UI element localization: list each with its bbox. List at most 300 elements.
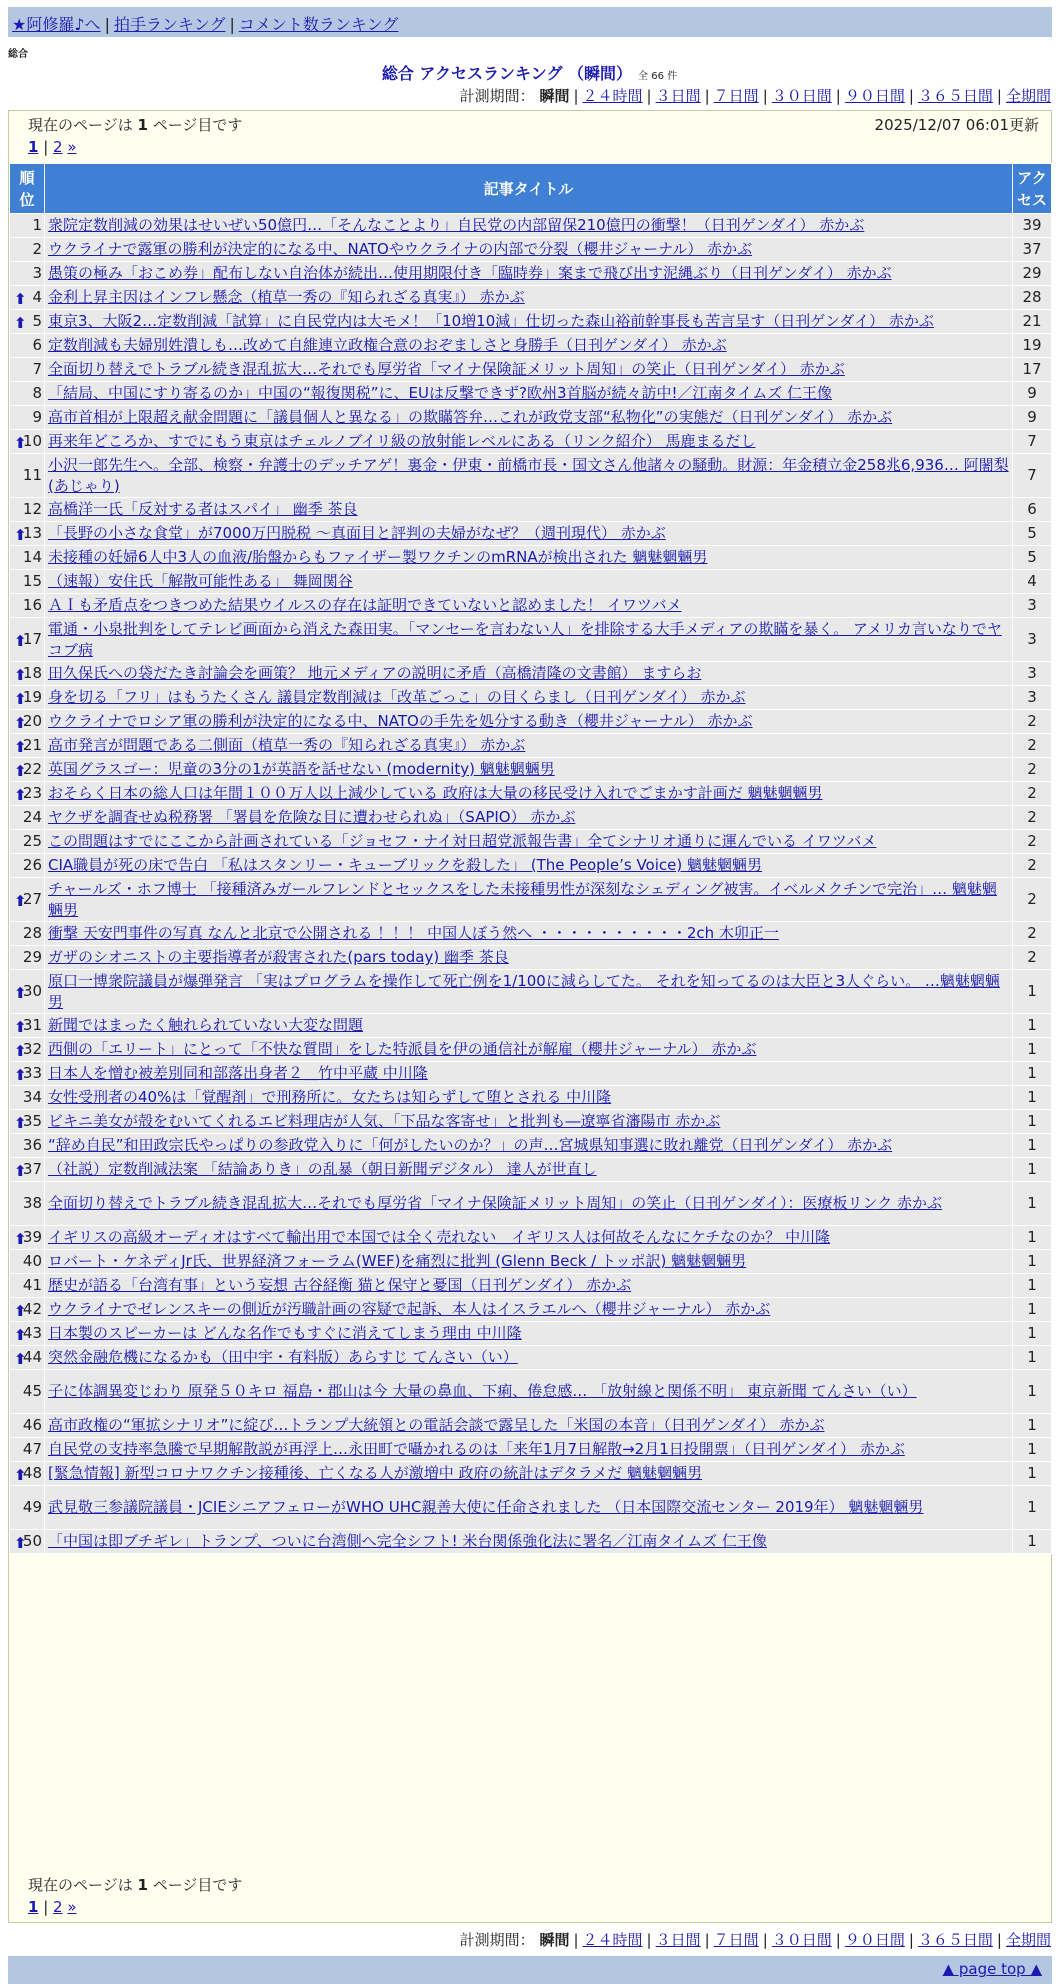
access-count: 1 (1013, 1370, 1052, 1414)
table-row (10, 1370, 1052, 1414)
table-row (10, 406, 1052, 430)
table-row (10, 214, 1052, 238)
rank-cell (10, 922, 45, 946)
rank-number: 28 (22, 924, 42, 942)
rank-number: 24 (22, 808, 42, 826)
header-title: 記事タイトル (45, 164, 1013, 214)
rank-number: 3 (32, 264, 42, 282)
pager-page-1[interactable]: 1 (28, 1898, 39, 1916)
article-link[interactable]: [緊急情報] 新型コロナワクチン接種後、亡くなる人が激増中 政府の統計はデタラメだ 魑魅魍魎男 (48, 1464, 703, 1482)
rank-cell (10, 662, 45, 686)
article-link[interactable]: 田久保氏への袋だたき討論会を画策？ 地元メディアの説明に矛盾（高橋清隆の文書館） ますらお (48, 664, 702, 682)
access-count: 2 (1013, 758, 1052, 782)
access-count: 21 (1013, 310, 1052, 334)
article-link[interactable]: 全面切り替えでトラブル続き混乱拡大…それでも厚労省「マイナ保険証メリット周知」の笑止（日刊ゲンダイ）：医療板リンク 赤かぶ (48, 1194, 942, 1212)
table-row (10, 618, 1052, 662)
pager-top: 1 | 2 » (28, 138, 77, 156)
article-link[interactable]: 「結局、中国にすり寄るのか」中国の“報復関税”に、EUは反撃できず?欧州3首脳が続々訪中!／江南タイムズ 仁王像 (48, 384, 832, 402)
article-link[interactable]: 小沢一郎先生へ。全部、検察・弁護士のデッチアゲ！裏金・伊東・前橋市長・国文さん他諸々の騒動。財源：年金積立金258兆6,936… 阿闍梨(あじゃり) (48, 455, 1009, 495)
article-link[interactable]: 高市政権の“軍拡シナリオ”に綻び…トランプ大統領との電話会談で露呈した「米国の本音」（日刊ゲンダイ） 赤かぶ (48, 1416, 825, 1434)
rank-number: 13 (22, 524, 42, 542)
page-title-text: 総合 アクセスランキング （瞬間） (381, 64, 633, 83)
pager-page-1[interactable]: 1 (28, 138, 39, 156)
article-link[interactable]: 高市首相が上限超え献金問題に「議員個人と異なる」の欺瞞答弁…これが政党支部“私物化”の実態だ（日刊ゲンダイ） 赤かぶ (48, 408, 893, 426)
access-count: 5 (1013, 546, 1052, 570)
article-link[interactable]: 自民党の支持率急騰で早期解散説が再浮上…永田町で囁かれるのは「来年1月7日解散→2月1日投開票」（日刊ゲンダイ） 赤かぶ (48, 1440, 905, 1458)
rank-up-arrow-icon: ⬆ (14, 665, 27, 684)
rank-number: 19 (22, 688, 42, 706)
rank-cell (10, 1370, 45, 1414)
rank-number: 49 (22, 1498, 42, 1516)
table-row (10, 546, 1052, 570)
article-link[interactable]: ＡＩも矛盾点をつきつめた結果ウイルスの存在は証明できていないと認めました！ イワツバメ (48, 596, 682, 614)
rank-cell (10, 522, 45, 546)
table-row (10, 1414, 1052, 1438)
title-cell (45, 734, 1013, 758)
article-link[interactable]: 新聞ではまったく触れられていない大変な問題 (48, 1016, 364, 1034)
article-link[interactable]: 身を切る「フリ」はもうたくさん 議員定数削減は「改革ごっこ」の目くらまし（日刊ゲンダイ） 赤かぶ (48, 688, 746, 706)
table-row (10, 310, 1052, 334)
page-info-top: 現在のページは 1 ページ目です (28, 116, 243, 134)
article-link[interactable]: 東京3、大阪2…定数削減「試算」に自民党内は大モメ！「10増10減」仕切った森山裕前幹事長も苦言呈す（日刊ゲンダイ） 赤かぶ (48, 312, 934, 330)
article-link[interactable]: ウクライナでゼレンスキーの側近が汚職計画の容疑で起訴、本人はイスラエルへ（櫻井ジャーナル） 赤かぶ (48, 1300, 771, 1318)
article-link[interactable]: 西側の「エリート」にとって「不快な質問」をした特派員を伊の通信社が解雇（櫻井ジャーナル） 赤かぶ (48, 1040, 757, 1058)
table-row (10, 1158, 1052, 1182)
access-count: 6 (1013, 498, 1052, 522)
table-row (10, 262, 1052, 286)
article-link[interactable]: 全面切り替えでトラブル続き混乱拡大…それでも厚労省「マイナ保険証メリット周知」の笑止（日刊ゲンダイ） 赤かぶ (48, 360, 845, 378)
access-count: 3 (1013, 594, 1052, 618)
updated-timestamp: 2025/12/07 06:01更新 (874, 116, 1039, 134)
article-link[interactable]: ガザのシオニストの主要指導者が殺害された(pars today) 幽季 茶良 (48, 948, 509, 966)
title-cell (45, 686, 1013, 710)
article-link[interactable]: ビキニ美女が殻をむいてくれるエビ料理店が人気、「下品な客寄せ」と批判も―遼寧省瀋陽市 赤かぶ (48, 1112, 721, 1130)
ranking-panel (8, 110, 1052, 1923)
access-count: 39 (1013, 214, 1052, 238)
access-count: 1 (1013, 1274, 1052, 1298)
rank-cell (10, 878, 45, 922)
title-cell (45, 1346, 1013, 1370)
access-count: 1 (1013, 1062, 1052, 1086)
item-count: 全 66 件 (638, 71, 678, 82)
access-count: 3 (1013, 618, 1052, 662)
access-count: 1 (1013, 1038, 1052, 1062)
article-link[interactable]: 定数削減も夫婦別姓潰しも…改めて自維連立政権合意のおぞましさと身勝手（日刊ゲンダイ） 赤かぶ (48, 336, 727, 354)
rank-number: 22 (22, 760, 42, 778)
access-count: 1 (1013, 1486, 1052, 1530)
rank-cell (10, 1414, 45, 1438)
period-option-7d[interactable]: ７日間 (713, 87, 759, 105)
period-option-all[interactable]: 全期間 (1005, 87, 1051, 105)
access-count: 1 (1013, 1226, 1052, 1250)
rank-number: 35 (22, 1112, 42, 1130)
period-option-365d[interactable]: ３６５日間 (917, 87, 993, 105)
article-link[interactable]: 英国グラスゴー：児童の3分の1が英語を話せない (modernity) 魑魅魍魎男 (48, 760, 555, 778)
applause-ranking-link[interactable]: 拍手ランキング (113, 15, 226, 34)
article-link[interactable]: “辞め自民”和田政宗氏やっぱりの参政党入りに「何がしたいのか？」の声…宮城県知事選に敗れ離党（日刊ゲンダイ） 赤かぶ (48, 1136, 893, 1154)
period-option-24h[interactable]: ２４時間 (582, 87, 643, 105)
article-link[interactable]: ロバート・ケネディJr氏、世界経済フォーラム(WEF)を痛烈に批判 (Glenn Beck / トッポ訳) 魑魅魍魎男 (48, 1252, 747, 1270)
rank-up-arrow-icon: ⬆ (14, 1229, 27, 1248)
article-link[interactable]: （速報）安住氏「解散可能性ある」 舞岡関谷 (48, 572, 353, 590)
title-cell (45, 238, 1013, 262)
title-cell (45, 1226, 1013, 1250)
rank-up-arrow-icon: ⬆ (14, 1465, 27, 1484)
table-row (10, 286, 1052, 310)
rank-cell (10, 1274, 45, 1298)
rank-cell (10, 710, 45, 734)
rank-number: 4 (32, 288, 42, 306)
access-count: 1 (1013, 1086, 1052, 1110)
rank-number: 21 (22, 736, 42, 754)
top-nav-bar (8, 7, 1052, 37)
access-count: 2 (1013, 878, 1052, 922)
table-row (10, 922, 1052, 946)
rank-number: 8 (32, 384, 42, 402)
article-link[interactable]: イギリスの高級オーディオはすべて輸出用で本国では全く売れない＿イギリス人は何故そんなにケチなのか？ 中川隆 (48, 1228, 831, 1246)
access-count: 7 (1013, 430, 1052, 454)
access-count: 1 (1013, 1346, 1052, 1370)
rank-up-arrow-icon: ⬆ (14, 1065, 27, 1084)
rank-number: 6 (32, 336, 42, 354)
title-cell (45, 830, 1013, 854)
table-row (10, 686, 1052, 710)
title-cell (45, 922, 1013, 946)
rank-cell (10, 1226, 45, 1250)
rank-cell (10, 214, 45, 238)
rank-cell (10, 382, 45, 406)
rank-number: 38 (22, 1194, 42, 1212)
rank-cell (10, 262, 45, 286)
table-row (10, 1250, 1052, 1274)
title-cell (45, 286, 1013, 310)
table-row (10, 1530, 1052, 1554)
article-link[interactable]: 再来年どころか、すでにもう東京はチェルノブイリ級の放射能レベルにある（リンク紹介） 馬鹿まるだし (48, 432, 756, 450)
rank-cell (10, 618, 45, 662)
rank-up-arrow-icon: ⬆ (14, 737, 27, 756)
rank-cell (10, 686, 45, 710)
rank-number: 31 (22, 1016, 42, 1034)
access-count: 9 (1013, 382, 1052, 406)
table-row (10, 1322, 1052, 1346)
rank-up-arrow-icon: ⬆ (14, 785, 27, 804)
rank-up-arrow-icon: ⬆ (14, 289, 27, 308)
article-link[interactable]: 高市発言が問題である二側面（植草一秀の『知られざる真実』） 赤かぶ (48, 736, 526, 754)
article-link[interactable]: 日本人を憎む被差別同和部落出身者２＿竹中平蔵 中川隆 (48, 1064, 428, 1082)
title-cell (45, 522, 1013, 546)
rank-number: 12 (22, 500, 42, 518)
title-cell (45, 310, 1013, 334)
period-option-7d[interactable]: ７日間 (713, 1931, 759, 1949)
ashura-home-link[interactable]: ★阿修羅♪へ (12, 15, 101, 34)
table-row (10, 1014, 1052, 1038)
access-count: 1 (1013, 1438, 1052, 1462)
rank-number: 47 (22, 1440, 42, 1458)
access-count: 2 (1013, 782, 1052, 806)
table-row (10, 570, 1052, 594)
rank-number: 39 (22, 1228, 42, 1246)
rank-number: 25 (22, 832, 42, 850)
article-link[interactable]: 「長野の小さな食堂」が7000万円脱税 ～真面目と評判の夫婦がなぜ？（週刊現代） 赤かぶ (48, 524, 666, 542)
rank-number: 18 (22, 664, 42, 682)
period-option-all[interactable]: 全期間 (1005, 1931, 1051, 1949)
pager-page-2[interactable]: 2 (53, 138, 63, 156)
access-count: 2 (1013, 922, 1052, 946)
title-cell (45, 662, 1013, 686)
article-link[interactable]: ヤクザを調査せぬ税務署 「署員を危険な目に遭わせられぬ」（SAPIO） 赤かぶ (48, 808, 576, 826)
table-row (10, 946, 1052, 970)
rank-number: 15 (22, 572, 42, 590)
table-row (10, 734, 1052, 758)
table-row (10, 782, 1052, 806)
table-row (10, 498, 1052, 522)
table-row (10, 970, 1052, 1014)
article-link[interactable]: 高橋洋一氏「反対する者はスパイ」 幽季 茶良 (48, 500, 358, 518)
rank-number: 20 (22, 712, 42, 730)
table-row (10, 854, 1052, 878)
article-link[interactable]: 子に体調異変じわり 原発５０キロ 福島・郡山は今 大量の鼻血、下痢、倦怠感… 「放射線と関係不明」 東京新聞 てんさい（い） (48, 1382, 917, 1400)
period-option-3d[interactable]: ３日間 (655, 87, 701, 105)
ranking-table-body (10, 214, 1052, 1554)
article-link[interactable]: 未接種の妊婦6人中3人の血液/胎盤からもファイザー製ワクチンのmRNAが検出された 魑魅魍魎男 (48, 548, 708, 566)
title-cell (45, 854, 1013, 878)
rank-up-arrow-icon: ⬆ (14, 1017, 27, 1036)
access-count: 2 (1013, 734, 1052, 758)
rank-up-arrow-icon: ⬆ (14, 983, 27, 1002)
title-cell (45, 1014, 1013, 1038)
rank-cell (10, 1110, 45, 1134)
period-option-30d[interactable]: ３０日間 (771, 1931, 832, 1949)
rank-number: 41 (22, 1276, 42, 1294)
access-count: 1 (1013, 1414, 1052, 1438)
rank-cell (10, 1062, 45, 1086)
table-row (10, 1134, 1052, 1158)
article-link[interactable]: チャールズ・ホフ博士 「接種済みガールフレンドとセックスをした未接種男性が深刻なシェディング被害。イベルメクチンで完治」… 魑魅魍魎男 (48, 879, 997, 919)
article-link[interactable]: 武見敬三参議院議員・JCIEシニアフェローがWHO UHC親善大使に任命されました （日本国際交流センター 2019年） 魑魅魍魎男 (48, 1498, 924, 1516)
rank-cell (10, 1486, 45, 1530)
title-cell (45, 782, 1013, 806)
rank-cell (10, 854, 45, 878)
rank-up-arrow-icon: ⬆ (14, 433, 27, 452)
table-row (10, 1346, 1052, 1370)
access-count: 17 (1013, 358, 1052, 382)
rank-up-arrow-icon: ⬆ (14, 1349, 27, 1368)
ranking-table (9, 163, 1052, 1554)
access-count: 1 (1013, 1250, 1052, 1274)
rank-cell (10, 1250, 45, 1274)
header-access: アクセス (1013, 164, 1052, 214)
table-row (10, 238, 1052, 262)
title-cell (45, 1158, 1013, 1182)
period-option-30d[interactable]: ３０日間 (771, 87, 832, 105)
rank-number: 11 (22, 466, 42, 484)
rank-cell (10, 1086, 45, 1110)
title-cell (45, 454, 1013, 498)
table-row (10, 1182, 1052, 1226)
rank-number: 34 (22, 1088, 42, 1106)
rank-up-arrow-icon: ⬆ (14, 689, 27, 708)
rank-cell (10, 830, 45, 854)
period-option-365d[interactable]: ３６５日間 (917, 1931, 993, 1949)
rank-number: 48 (22, 1464, 42, 1482)
pager-next-arrow[interactable]: » (67, 1898, 77, 1916)
header-rank: 順位 (10, 164, 45, 214)
access-count: 3 (1013, 662, 1052, 686)
article-link[interactable]: 「中国は即ブチギレ」トランプ、ついに台湾側へ完全シフト! 米台関係強化法に署名／江南タイムズ 仁王像 (48, 1532, 767, 1550)
article-link[interactable]: ウクライナで露軍の勝利が決定的になる中、NATOやウクライナの内部で分裂（櫻井ジャーナル） 赤かぶ (48, 240, 753, 258)
period-current: 瞬間 (539, 1931, 570, 1949)
rank-cell (10, 334, 45, 358)
rank-up-arrow-icon: ⬆ (14, 313, 27, 332)
access-count: 2 (1013, 830, 1052, 854)
page-top-link[interactable]: ▲ page top ▲ (942, 1960, 1042, 1978)
access-count: 1 (1013, 1158, 1052, 1182)
table-row (10, 758, 1052, 782)
period-option-90d[interactable]: ９０日間 (844, 1931, 905, 1949)
rank-cell (10, 570, 45, 594)
access-count: 3 (1013, 686, 1052, 710)
period-selector-top: 計測期間： 瞬間 | ２４時間 | ３日間 | ７日間 | ３０日間 | ９０日間 | ３６５日間 | 全期間 (459, 87, 1051, 105)
article-link[interactable]: 歴史が語る「台湾有事」という妄想 古谷経衡 猫と保守と憂国（日刊ゲンダイ） 赤かぶ (48, 1276, 632, 1294)
period-option-24h[interactable]: ２４時間 (582, 1931, 643, 1949)
table-row (10, 334, 1052, 358)
rank-number: 29 (22, 948, 42, 966)
rank-cell (10, 286, 45, 310)
comment-ranking-link[interactable]: コメント数ランキング (238, 15, 399, 34)
rank-cell (10, 758, 45, 782)
rank-number: 14 (22, 548, 42, 566)
rank-cell (10, 1158, 45, 1182)
pager-page-2[interactable]: 2 (53, 1898, 63, 1916)
title-cell (45, 878, 1013, 922)
table-row (10, 430, 1052, 454)
title-cell (45, 498, 1013, 522)
title-cell (45, 358, 1013, 382)
title-cell (45, 214, 1013, 238)
article-link[interactable]: 金利上昇主因はインフレ懸念（植草一秀の『知られざる真実』） 赤かぶ (48, 288, 525, 306)
title-cell (45, 618, 1013, 662)
page-title (0, 61, 1059, 84)
rank-up-arrow-icon: ⬆ (14, 713, 27, 732)
article-link[interactable]: 原口一博衆院議員が爆弾発言 「実はプログラムを操作して死亡例を1/100に減らしてた。 それを知ってるのは大臣と3人ぐらい。 …魑魅魍魎男 (48, 971, 1000, 1011)
rank-number: 5 (32, 312, 42, 330)
rank-number: 23 (22, 784, 42, 802)
table-row (10, 1438, 1052, 1462)
title-cell (45, 1086, 1013, 1110)
rank-number: 37 (22, 1160, 42, 1178)
title-cell (45, 710, 1013, 734)
table-row (10, 662, 1052, 686)
access-count: 7 (1013, 454, 1052, 498)
article-link[interactable]: 愚策の極み「おこめ券」配布しない自治体が続出…使用期限付き「臨時券」案まで飛び出す泥縄ぶり（日刊ゲンダイ） 赤かぶ (48, 264, 892, 282)
period-current: 瞬間 (539, 87, 570, 105)
rank-number: 36 (22, 1136, 42, 1154)
rank-cell (10, 454, 45, 498)
rank-up-arrow-icon: ⬆ (14, 1533, 27, 1552)
period-selector-bottom: 計測期間： 瞬間 | ２４時間 | ３日間 | ７日間 | ３０日間 | ９０日間 | ３６５日間 | 全期間 (459, 1931, 1051, 1949)
rank-cell (10, 310, 45, 334)
rank-number: 10 (22, 432, 42, 450)
period-option-90d[interactable]: ９０日間 (844, 87, 905, 105)
title-cell (45, 406, 1013, 430)
rank-number: 50 (22, 1532, 42, 1550)
title-cell (45, 1110, 1013, 1134)
rank-number: 45 (22, 1382, 42, 1400)
article-link[interactable]: 衝撃 天安門事件の写真 なんと北京で公開される ！！！ 中国人ぼう然へ ・・・・・・・・・・2ch 木卯正一 (48, 924, 779, 942)
rank-cell (10, 594, 45, 618)
title-cell (45, 430, 1013, 454)
rank-number: 9 (32, 408, 42, 426)
table-row (10, 1062, 1052, 1086)
access-count: 1 (1013, 1530, 1052, 1554)
access-count: 28 (1013, 286, 1052, 310)
title-cell (45, 382, 1013, 406)
title-cell (45, 1322, 1013, 1346)
article-link[interactable]: CIA職員が死の床で告白 「私はスタンリー・キューブリックを殺した」 (The People’s Voice) 魑魅魍魎男 (48, 856, 762, 874)
rank-cell (10, 782, 45, 806)
article-link[interactable]: （社説）定数削減法案 「結論ありき」の乱暴（朝日新聞デジタル） 達人が世直し (48, 1160, 597, 1178)
article-link[interactable]: 衆院定数削減の効果はせいぜい50億円…「そんなことより」自民党の内部留保210億円の衝撃！（日刊ゲンダイ） 赤かぶ (48, 216, 865, 234)
rank-cell (10, 1134, 45, 1158)
title-cell (45, 758, 1013, 782)
rank-number: 33 (22, 1064, 42, 1082)
rank-up-arrow-icon: ⬆ (14, 631, 27, 650)
access-count: 2 (1013, 710, 1052, 734)
title-cell (45, 946, 1013, 970)
title-cell (45, 1274, 1013, 1298)
table-row (10, 594, 1052, 618)
rank-cell (10, 946, 45, 970)
article-link[interactable]: 突然金融危機になるかも（田中宇・有料版）あらすじ てんさい（い） (48, 1348, 518, 1366)
period-label: 計測期間： (459, 87, 535, 105)
table-row (10, 522, 1052, 546)
period-option-3d[interactable]: ３日間 (655, 1931, 701, 1949)
rank-cell (10, 970, 45, 1014)
rank-number: 1 (32, 216, 42, 234)
article-link[interactable]: 日本製のスピーカーは どんな名作でもすぐに消えてしまう理由 中川隆 (48, 1324, 522, 1342)
title-cell (45, 1038, 1013, 1062)
rank-up-arrow-icon: ⬆ (14, 525, 27, 544)
title-cell (45, 1530, 1013, 1554)
access-count: 1 (1013, 970, 1052, 1014)
rank-number: 42 (22, 1300, 42, 1318)
title-cell (45, 1298, 1013, 1322)
rank-number: 2 (32, 240, 42, 258)
table-row (10, 358, 1052, 382)
title-cell (45, 970, 1013, 1014)
rank-cell (10, 1038, 45, 1062)
period-label: 計測期間： (459, 1931, 535, 1949)
article-link[interactable]: ウクライナでロシア軍の勝利が決定的になる中、NATOの手先を処分する動き（櫻井ジャーナル） 赤かぶ (48, 712, 753, 730)
title-cell (45, 1370, 1013, 1414)
table-row (10, 710, 1052, 734)
article-link[interactable]: 女性受刑者の40%は「覚醒剤」で刑務所に。女たちは知らずして堕とされる 中川隆 (48, 1088, 612, 1106)
title-cell (45, 1438, 1013, 1462)
table-row (10, 806, 1052, 830)
access-count: 19 (1013, 334, 1052, 358)
article-link[interactable]: 電通・小泉批判をしてテレビ画面から消えた森田実。「マンセーを言わない人」を排除する大手メディアの欺瞞を暴く。 アメリカ言いなりでヤコブ病 (48, 619, 1002, 659)
access-count: 1 (1013, 1462, 1052, 1486)
table-row (10, 1298, 1052, 1322)
article-link[interactable]: おそらく日本の総人口は年間１００万人以上減少している 政府は大量の移民受け入れでごまかす計画だ 魑魅魍魎男 (48, 784, 823, 802)
rank-cell (10, 1182, 45, 1226)
rank-up-arrow-icon: ⬆ (14, 1161, 27, 1180)
title-cell (45, 334, 1013, 358)
rank-number: 16 (22, 596, 42, 614)
article-link[interactable]: この問題はすでにここから計画されている「ジョセフ・ナイ対日超党派報告書」全てシナリオ通りに運んでいる イワツバメ (48, 832, 877, 850)
pager-next-arrow[interactable]: » (67, 138, 77, 156)
access-count: 1 (1013, 1014, 1052, 1038)
